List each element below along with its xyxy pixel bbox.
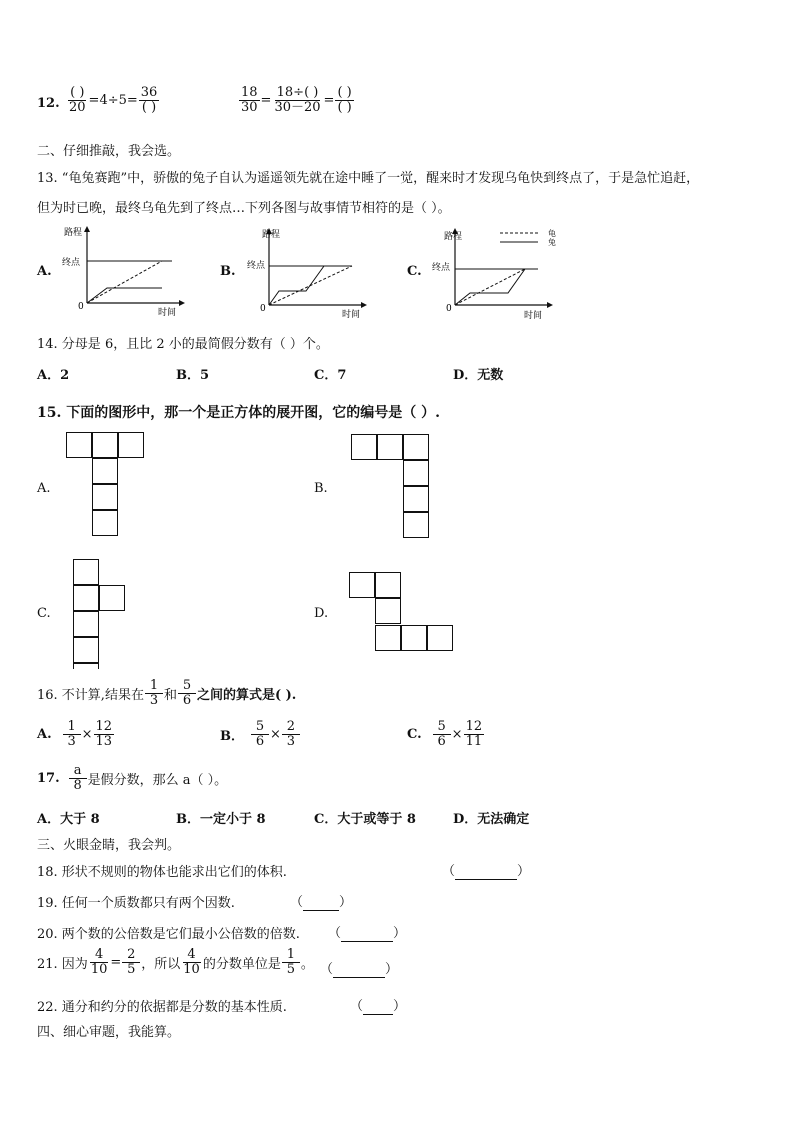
q22-stem: 22. 通分和约分的依据都是分数的基本性质. xyxy=(37,1000,287,1015)
section-heading-2: 二、仔细推敲，我会选。 xyxy=(37,144,181,159)
finish-label: 终点 xyxy=(247,261,266,271)
net-square xyxy=(377,434,403,460)
net-square xyxy=(73,559,99,585)
q17-option-c: C．大于或等于 8 xyxy=(314,812,416,827)
fraction: $\frac{1}{3}$ xyxy=(63,720,81,750)
q14-option-d: D．无数 xyxy=(453,368,504,383)
q15-option-d-label: D. xyxy=(314,606,329,621)
net-square xyxy=(73,637,99,663)
net-square xyxy=(73,585,99,611)
q22-answer-blank[interactable]: （ ） xyxy=(350,999,407,1014)
net-square xyxy=(403,460,429,486)
x-axis-label: 时间 xyxy=(342,310,361,320)
q14-option-a: A．2 xyxy=(37,368,70,383)
q13-graph-a xyxy=(62,223,192,318)
q15-option-a-label: A. xyxy=(37,481,51,496)
net-square xyxy=(73,663,99,669)
net-square xyxy=(403,486,429,512)
net-square xyxy=(66,432,92,458)
fraction: $\frac{2}{3}$ xyxy=(282,720,300,750)
net-square xyxy=(401,625,427,651)
net-square xyxy=(375,598,401,624)
fraction: $\frac{( )}{( )}$ xyxy=(337,85,352,116)
q20-stem: 20. 两个数的公倍数是它们最小公倍数的倍数. xyxy=(37,927,300,942)
fraction: $\frac{4}{10}$ xyxy=(90,947,108,978)
q19-answer-blank[interactable]: （ ） xyxy=(290,895,353,910)
origin-label: 0 xyxy=(78,302,84,312)
q20-answer-blank[interactable]: （ ） xyxy=(328,926,407,941)
q18-answer-blank[interactable]: （ ） xyxy=(442,864,531,879)
q13-graph-c xyxy=(430,225,570,320)
net-square xyxy=(351,434,377,460)
q21-answer-blank[interactable]: （ ） xyxy=(320,962,399,977)
q21-stem: 21. 因为 $\frac{4}{10}$ = $\frac{2}{5}$ ，所以 $\frac{4}{10}$ 的分数单位是 $\frac{1}{5}$ 。 xyxy=(37,947,314,978)
origin-label: 0 xyxy=(260,304,266,314)
q16-stem: 16. 不计算,结果在 $\frac{1}{3}$ 和 $\frac{5}{6}$ 之间的算式是( ). xyxy=(37,678,297,709)
x-axis-label: 时间 xyxy=(158,308,177,318)
section-heading-3: 三、火眼金睛，我会判。 xyxy=(37,838,181,853)
q14-option-b: B．5 xyxy=(176,368,210,383)
q18-stem: 18. 形状不规则的物体也能求出它们的体积. xyxy=(37,865,287,880)
net-square xyxy=(349,572,375,598)
q15-option-b-label: B. xyxy=(314,481,328,496)
origin-label: 0 xyxy=(446,304,452,314)
net-square xyxy=(403,512,429,538)
fraction: $\frac{5}{6}$ xyxy=(251,720,269,750)
net-square xyxy=(92,458,118,484)
finish-label: 终点 xyxy=(62,258,81,268)
q13-stem-line2: 但为时已晚，最终乌龟先到了终点…下列各图与故事情节相符的是（ ）。 xyxy=(37,201,451,216)
y-axis-label: 路程 xyxy=(444,232,463,242)
fraction: $\frac{12}{13}$ xyxy=(95,719,113,750)
q13-option-a-label: A. xyxy=(37,264,52,279)
q13-stem-line1: 13. “龟兔赛跑”中，骄傲的兔子自认为遥遥领先就在途中睡了一觉，醒来时才发现乌龟快到终点了，于是急忙追赶， xyxy=(37,171,700,186)
q15-option-c-label: C. xyxy=(37,606,51,621)
q14-option-c: C．7 xyxy=(314,368,347,383)
net-square xyxy=(375,572,401,598)
y-axis-label: 路程 xyxy=(262,230,281,240)
fraction: $\frac{36}{( )}$ xyxy=(140,85,158,116)
fraction: $\frac{5}{6}$ xyxy=(178,679,196,709)
net-square xyxy=(427,625,453,651)
fraction: $\frac{( )}{20}$ xyxy=(69,85,86,116)
fraction: $\frac{a}{8}$ xyxy=(69,764,87,794)
y-axis-label: 路程 xyxy=(64,228,83,238)
net-square xyxy=(92,510,118,536)
q15-stem: 15. 下面的图形中，那一个是正方体的展开图，它的编号是（ ）. xyxy=(37,405,440,421)
x-axis-label: 时间 xyxy=(524,311,543,320)
net-square xyxy=(375,625,401,651)
q17-stem: 17. $\frac{a}{8}$ 是假分数，那么 a（ ）。 xyxy=(37,763,228,794)
q14-stem: 14. 分母是 6，且比 2 小的最简假分数有（ ）个。 xyxy=(37,337,329,352)
fraction: $\frac{18\div( )}{30-20}$ xyxy=(274,85,321,116)
fraction: $\frac{4}{10}$ xyxy=(183,947,200,978)
net-square xyxy=(118,432,144,458)
q13-option-c-label: C. xyxy=(407,264,422,279)
fraction: $\frac{1}{3}$ xyxy=(145,679,163,709)
net-square xyxy=(403,434,429,460)
fraction: $\frac{1}{5}$ xyxy=(282,948,300,978)
legend-turtle: 龟 xyxy=(548,229,556,238)
fraction: $\frac{2}{5}$ xyxy=(122,948,140,978)
q17-option-b: B．一定小于 8 xyxy=(176,812,266,827)
q12-number: 12. xyxy=(37,96,60,111)
fraction: $\frac{18}{30}$ xyxy=(241,85,258,116)
q19-stem: 19. 任何一个质数都只有两个因数. xyxy=(37,896,235,911)
net-square xyxy=(92,484,118,510)
finish-label: 终点 xyxy=(432,263,451,273)
q12-right-expression: $\frac{18}{30}$ = $\frac{18\div( )}{30-20}$ = $\frac{( )}{( )}$ xyxy=(241,85,352,116)
legend-rabbit: 兔 xyxy=(548,238,556,247)
net-square xyxy=(99,585,125,611)
net-square xyxy=(92,432,118,458)
q16-option-b: B． $\frac{5}{6}$ × $\frac{2}{3}$ xyxy=(220,720,301,750)
q13-option-b-label: B. xyxy=(220,264,236,279)
q12-left-expression: $\frac{( )}{20}$ =4÷5= $\frac{36}{( )}$ xyxy=(69,85,158,116)
q16-option-c: C. $\frac{5}{6}$ × $\frac{12}{11}$ xyxy=(407,719,483,750)
section-heading-4: 四、细心审题，我能算。 xyxy=(37,1025,181,1040)
q16-option-a: A. $\frac{1}{3}$ × $\frac{12}{13}$ xyxy=(37,719,113,750)
q17-option-a: A．大于 8 xyxy=(37,812,100,827)
q17-option-d: D．无法确定 xyxy=(453,812,530,827)
fraction: $\frac{5}{6}$ xyxy=(433,720,451,750)
fraction: $\frac{12}{11}$ xyxy=(465,719,483,750)
net-square xyxy=(73,611,99,637)
q13-graph-b xyxy=(244,225,374,320)
